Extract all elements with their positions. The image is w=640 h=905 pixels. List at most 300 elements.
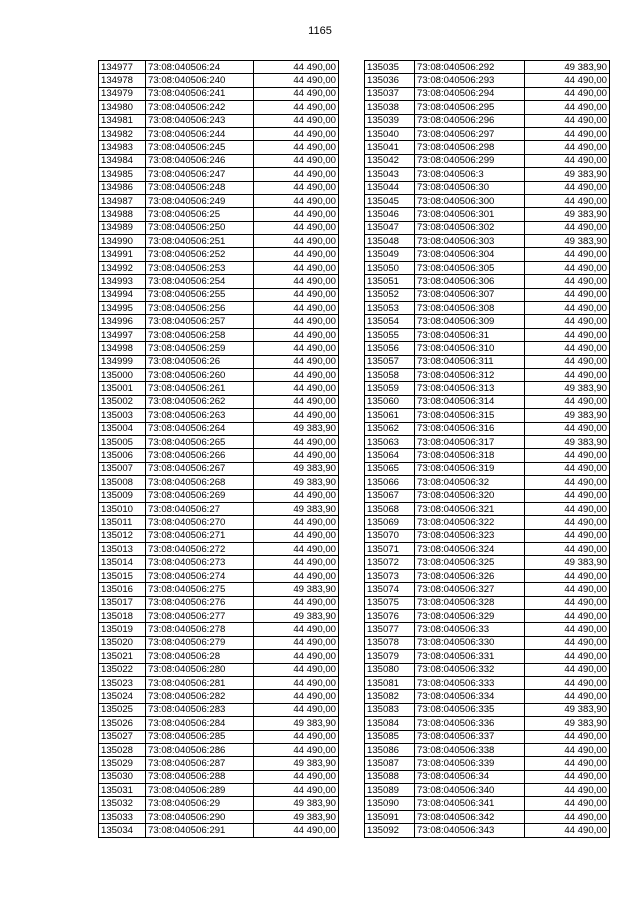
amount-cell: 44 490,00: [254, 770, 339, 783]
amount-cell: 44 490,00: [254, 623, 339, 636]
table-row: [365, 636, 610, 649]
amount-cell: 49 383,90: [525, 435, 610, 448]
amount-cell: 44 490,00: [254, 127, 339, 140]
amount-cell: 44 490,00: [254, 556, 339, 569]
table-row: [365, 61, 610, 74]
table-row: [99, 221, 339, 234]
cadastral-number-cell: 73:08:040506:324: [415, 543, 525, 556]
table-row: [365, 489, 610, 502]
table-row: [365, 556, 610, 569]
record-number-cell: 135035: [365, 61, 415, 74]
amount-cell: 49 383,90: [254, 462, 339, 475]
record-number-cell: 135053: [365, 302, 415, 315]
record-number-cell: 135032: [99, 797, 146, 810]
cadastral-number-cell: 73:08:040506:294: [415, 87, 525, 100]
table-row: [99, 435, 339, 448]
amount-cell: 44 490,00: [254, 221, 339, 234]
table-row: [99, 395, 339, 408]
record-number-cell: 135057: [365, 355, 415, 368]
table-row: [99, 556, 339, 569]
amount-cell: 44 490,00: [525, 757, 610, 770]
cadastral-number-cell: 73:08:040506:31: [415, 328, 525, 341]
amount-cell: 49 383,90: [525, 382, 610, 395]
table-row: [99, 583, 339, 596]
cadastral-number-cell: 73:08:040506:250: [146, 221, 254, 234]
amount-cell: 44 490,00: [525, 583, 610, 596]
amount-cell: 49 383,90: [525, 61, 610, 74]
table-row: [99, 636, 339, 649]
record-number-cell: 134989: [99, 221, 146, 234]
record-number-cell: 135054: [365, 315, 415, 328]
cadastral-number-cell: 73:08:040506:258: [146, 328, 254, 341]
amount-cell: 44 490,00: [254, 194, 339, 207]
table-row: [99, 489, 339, 502]
amount-cell: 44 490,00: [525, 610, 610, 623]
amount-cell: 44 490,00: [525, 141, 610, 154]
record-number-cell: 134993: [99, 275, 146, 288]
amount-cell: 49 383,90: [254, 797, 339, 810]
table-row: [365, 583, 610, 596]
record-number-cell: 135044: [365, 181, 415, 194]
record-number-cell: 134984: [99, 154, 146, 167]
amount-cell: 44 490,00: [525, 543, 610, 556]
cadastral-number-cell: 73:08:040506:288: [146, 770, 254, 783]
cadastral-number-cell: 73:08:040506:276: [146, 596, 254, 609]
record-number-cell: 134991: [99, 248, 146, 261]
record-number-cell: 135037: [365, 87, 415, 100]
table-row: [365, 610, 610, 623]
record-number-cell: 135017: [99, 596, 146, 609]
table-row: [99, 824, 339, 837]
amount-cell: 44 490,00: [254, 368, 339, 381]
cadastral-number-cell: 73:08:040506:301: [415, 208, 525, 221]
record-number-cell: 135091: [365, 810, 415, 823]
amount-cell: 44 490,00: [254, 168, 339, 181]
table-row: [365, 208, 610, 221]
record-number-cell: 135024: [99, 690, 146, 703]
record-number-cell: 135042: [365, 154, 415, 167]
amount-cell: 44 490,00: [525, 636, 610, 649]
table-row: [365, 810, 610, 823]
cadastral-number-cell: 73:08:040506:327: [415, 583, 525, 596]
table-row: [365, 221, 610, 234]
table-row: [365, 770, 610, 783]
amount-cell: 44 490,00: [525, 569, 610, 582]
amount-cell: 44 490,00: [254, 516, 339, 529]
amount-cell: 44 490,00: [254, 529, 339, 542]
amount-cell: 44 490,00: [254, 328, 339, 341]
record-number-cell: 135066: [365, 476, 415, 489]
table-row: [365, 181, 610, 194]
table-row: [365, 395, 610, 408]
cadastral-number-cell: 73:08:040506:339: [415, 757, 525, 770]
table-row: [365, 743, 610, 756]
amount-cell: 44 490,00: [525, 368, 610, 381]
cadastral-number-cell: 73:08:040506:245: [146, 141, 254, 154]
record-number-cell: 135047: [365, 221, 415, 234]
amount-cell: 44 490,00: [525, 302, 610, 315]
record-number-cell: 135081: [365, 676, 415, 689]
record-number-cell: 135078: [365, 636, 415, 649]
amount-cell: 44 490,00: [254, 154, 339, 167]
table-row: [99, 690, 339, 703]
table-row: [99, 302, 339, 315]
table-row: [365, 127, 610, 140]
record-number-cell: 135056: [365, 342, 415, 355]
table-row: [365, 596, 610, 609]
table-row: [365, 529, 610, 542]
cadastral-number-cell: 73:08:040506:315: [415, 409, 525, 422]
table-row: [365, 543, 610, 556]
cadastral-number-cell: 73:08:040506:325: [415, 556, 525, 569]
table-row: [99, 248, 339, 261]
table-row: [365, 650, 610, 663]
table-row: [99, 74, 339, 87]
cadastral-number-cell: 73:08:040506:329: [415, 610, 525, 623]
record-number-cell: 135004: [99, 422, 146, 435]
cadastral-number-cell: 73:08:040506:293: [415, 74, 525, 87]
record-number-cell: 135077: [365, 623, 415, 636]
cadastral-number-cell: 73:08:040506:28: [146, 650, 254, 663]
record-number-cell: 134997: [99, 328, 146, 341]
amount-cell: 44 490,00: [254, 235, 339, 248]
table-row: [365, 569, 610, 582]
cadastral-number-cell: 73:08:040506:29: [146, 797, 254, 810]
amount-cell: 44 490,00: [254, 114, 339, 127]
cadastral-number-cell: 73:08:040506:337: [415, 730, 525, 743]
table-row: [365, 288, 610, 301]
record-number-cell: 135001: [99, 382, 146, 395]
amount-cell: 44 490,00: [525, 516, 610, 529]
cadastral-number-cell: 73:08:040506:303: [415, 235, 525, 248]
amount-cell: 44 490,00: [525, 690, 610, 703]
amount-cell: 44 490,00: [525, 529, 610, 542]
table-row: [99, 315, 339, 328]
record-number-cell: 135023: [99, 676, 146, 689]
record-number-cell: 135068: [365, 502, 415, 515]
amount-cell: 44 490,00: [254, 315, 339, 328]
cadastral-number-cell: 73:08:040506:34: [415, 770, 525, 783]
cadastral-number-cell: 73:08:040506:257: [146, 315, 254, 328]
record-number-cell: 134980: [99, 101, 146, 114]
cadastral-number-cell: 73:08:040506:307: [415, 288, 525, 301]
cadastral-number-cell: 73:08:040506:341: [415, 797, 525, 810]
table-row: [99, 743, 339, 756]
amount-cell: 49 383,90: [525, 208, 610, 221]
table-row: [99, 543, 339, 556]
record-number-cell: 134979: [99, 87, 146, 100]
cadastral-number-cell: 73:08:040506:334: [415, 690, 525, 703]
table-row: [99, 757, 339, 770]
amount-cell: 49 383,90: [254, 583, 339, 596]
record-number-cell: 134999: [99, 355, 146, 368]
record-number-cell: 135013: [99, 543, 146, 556]
table-row: [99, 730, 339, 743]
record-number-cell: 135061: [365, 409, 415, 422]
cadastral-number-cell: 73:08:040506:330: [415, 636, 525, 649]
cadastral-number-cell: 73:08:040506:251: [146, 235, 254, 248]
table-row: [365, 757, 610, 770]
record-number-cell: 135009: [99, 489, 146, 502]
record-number-cell: 135065: [365, 462, 415, 475]
record-number-cell: 135092: [365, 824, 415, 837]
table-row: [365, 717, 610, 730]
table-row: [365, 516, 610, 529]
amount-cell: 44 490,00: [254, 409, 339, 422]
amount-cell: 44 490,00: [254, 275, 339, 288]
record-number-cell: 134988: [99, 208, 146, 221]
table-row: [99, 663, 339, 676]
amount-cell: 44 490,00: [525, 596, 610, 609]
amount-cell: 44 490,00: [525, 449, 610, 462]
record-number-cell: 135034: [99, 824, 146, 837]
amount-cell: 44 490,00: [525, 489, 610, 502]
cadastral-number-cell: 73:08:040506:304: [415, 248, 525, 261]
record-number-cell: 135015: [99, 569, 146, 582]
amount-cell: 44 490,00: [254, 435, 339, 448]
amount-cell: 44 490,00: [254, 355, 339, 368]
amount-cell: 44 490,00: [525, 261, 610, 274]
table-row: [365, 784, 610, 797]
table-row: [365, 114, 610, 127]
cadastral-number-cell: 73:08:040506:300: [415, 194, 525, 207]
cadastral-number-cell: 73:08:040506:247: [146, 168, 254, 181]
table-row: [99, 703, 339, 716]
amount-cell: 44 490,00: [525, 502, 610, 515]
amount-cell: 44 490,00: [254, 248, 339, 261]
table-row: [365, 342, 610, 355]
table-row: [365, 141, 610, 154]
table-row: [365, 168, 610, 181]
cadastral-number-cell: 73:08:040506:279: [146, 636, 254, 649]
amount-cell: 44 490,00: [525, 663, 610, 676]
record-number-cell: 135012: [99, 529, 146, 542]
amount-cell: 49 383,90: [254, 476, 339, 489]
record-number-cell: 135028: [99, 743, 146, 756]
record-number-cell: 135062: [365, 422, 415, 435]
amount-cell: 44 490,00: [525, 275, 610, 288]
cadastral-number-cell: 73:08:040506:342: [415, 810, 525, 823]
record-number-cell: 135085: [365, 730, 415, 743]
cadastral-number-cell: 73:08:040506:26: [146, 355, 254, 368]
amount-cell: 44 490,00: [254, 730, 339, 743]
record-number-cell: 135072: [365, 556, 415, 569]
record-number-cell: 135029: [99, 757, 146, 770]
amount-cell: 49 383,90: [525, 556, 610, 569]
record-number-cell: 135089: [365, 784, 415, 797]
table-row: [99, 409, 339, 422]
record-number-cell: 134977: [99, 61, 146, 74]
record-number-cell: 135088: [365, 770, 415, 783]
table-row: [365, 275, 610, 288]
cadastral-number-cell: 73:08:040506:331: [415, 650, 525, 663]
record-number-cell: 135074: [365, 583, 415, 596]
cadastral-number-cell: 73:08:040506:267: [146, 462, 254, 475]
cadastral-number-cell: 73:08:040506:298: [415, 141, 525, 154]
amount-cell: 44 490,00: [525, 730, 610, 743]
cadastral-number-cell: 73:08:040506:319: [415, 462, 525, 475]
table-row: [99, 623, 339, 636]
table-row: [365, 355, 610, 368]
table-row: [365, 449, 610, 462]
cadastral-number-cell: 73:08:040506:289: [146, 784, 254, 797]
amount-cell: 44 490,00: [525, 315, 610, 328]
record-number-cell: 135090: [365, 797, 415, 810]
record-number-cell: 135055: [365, 328, 415, 341]
record-number-cell: 135080: [365, 663, 415, 676]
amount-cell: 44 490,00: [525, 154, 610, 167]
table-row: [365, 409, 610, 422]
table-row: [99, 154, 339, 167]
cadastral-number-cell: 73:08:040506:270: [146, 516, 254, 529]
amount-cell: 44 490,00: [254, 74, 339, 87]
table-row: [365, 422, 610, 435]
cadastral-number-cell: 73:08:040506:292: [415, 61, 525, 74]
record-number-cell: 135008: [99, 476, 146, 489]
cadastral-number-cell: 73:08:040506:299: [415, 154, 525, 167]
table-row: [365, 328, 610, 341]
page-number: 1165: [308, 25, 332, 37]
cadastral-number-cell: 73:08:040506:24: [146, 61, 254, 74]
amount-cell: 44 490,00: [525, 784, 610, 797]
cadastral-number-cell: 73:08:040506:322: [415, 516, 525, 529]
cadastral-number-cell: 73:08:040506:310: [415, 342, 525, 355]
table-row: [99, 342, 339, 355]
cadastral-number-cell: 73:08:040506:290: [146, 810, 254, 823]
amount-cell: 44 490,00: [525, 743, 610, 756]
amount-cell: 44 490,00: [525, 676, 610, 689]
cadastral-number-cell: 73:08:040506:261: [146, 382, 254, 395]
record-number-cell: 135039: [365, 114, 415, 127]
amount-cell: 44 490,00: [525, 824, 610, 837]
table-row: [99, 328, 339, 341]
cadastral-number-cell: 73:08:040506:254: [146, 275, 254, 288]
record-number-cell: 135027: [99, 730, 146, 743]
cadastral-number-cell: 73:08:040506:30: [415, 181, 525, 194]
table-row: [365, 703, 610, 716]
table-row: [99, 717, 339, 730]
table-row: [99, 422, 339, 435]
amount-cell: 44 490,00: [254, 663, 339, 676]
table-row: [365, 302, 610, 315]
table-row: [99, 275, 339, 288]
amount-cell: 44 490,00: [254, 449, 339, 462]
record-number-cell: 135086: [365, 743, 415, 756]
record-number-cell: 134987: [99, 194, 146, 207]
cadastral-number-cell: 73:08:040506:312: [415, 368, 525, 381]
amount-cell: 44 490,00: [254, 382, 339, 395]
table-row: [99, 810, 339, 823]
table-row: [99, 141, 339, 154]
amount-cell: 49 383,90: [525, 235, 610, 248]
amount-cell: 44 490,00: [254, 543, 339, 556]
table-row: [99, 368, 339, 381]
amount-cell: 44 490,00: [525, 810, 610, 823]
amount-cell: 49 383,90: [525, 703, 610, 716]
cadastral-number-cell: 73:08:040506:333: [415, 676, 525, 689]
cadastral-number-cell: 73:08:040506:291: [146, 824, 254, 837]
amount-cell: 44 490,00: [254, 395, 339, 408]
cadastral-number-cell: 73:08:040506:255: [146, 288, 254, 301]
cadastral-number-cell: 73:08:040506:313: [415, 382, 525, 395]
record-number-cell: 135050: [365, 261, 415, 274]
record-number-cell: 135075: [365, 596, 415, 609]
cadastral-number-cell: 73:08:040506:33: [415, 623, 525, 636]
cadastral-number-cell: 73:08:040506:240: [146, 74, 254, 87]
record-number-cell: 134983: [99, 141, 146, 154]
table-row: [99, 476, 339, 489]
cadastral-number-cell: 73:08:040506:246: [146, 154, 254, 167]
cadastral-number-cell: 73:08:040506:32: [415, 476, 525, 489]
cadastral-number-cell: 73:08:040506:253: [146, 261, 254, 274]
cadastral-number-cell: 73:08:040506:273: [146, 556, 254, 569]
record-number-cell: 135049: [365, 248, 415, 261]
table-row: [99, 382, 339, 395]
record-number-cell: 135031: [99, 784, 146, 797]
cadastral-number-cell: 73:08:040506:268: [146, 476, 254, 489]
amount-cell: 44 490,00: [525, 194, 610, 207]
table-row: [365, 502, 610, 515]
record-number-cell: 134996: [99, 315, 146, 328]
cadastral-number-cell: 73:08:040506:259: [146, 342, 254, 355]
table-row: [365, 235, 610, 248]
record-number-cell: 135059: [365, 382, 415, 395]
record-number-cell: 135058: [365, 368, 415, 381]
amount-cell: 49 383,90: [254, 422, 339, 435]
cadastral-number-cell: 73:08:040506:317: [415, 435, 525, 448]
amount-cell: 49 383,90: [254, 757, 339, 770]
table-row: [99, 516, 339, 529]
cadastral-number-cell: 73:08:040506:256: [146, 302, 254, 315]
amount-cell: 49 383,90: [525, 168, 610, 181]
cadastral-number-cell: 73:08:040506:264: [146, 422, 254, 435]
cadastral-number-cell: 73:08:040506:323: [415, 529, 525, 542]
amount-cell: 44 490,00: [254, 676, 339, 689]
cadastral-number-cell: 73:08:040506:281: [146, 676, 254, 689]
cadastral-number-cell: 73:08:040506:280: [146, 663, 254, 676]
amount-cell: 44 490,00: [525, 127, 610, 140]
cadastral-number-cell: 73:08:040506:284: [146, 717, 254, 730]
record-number-cell: 135038: [365, 101, 415, 114]
table-row: [99, 194, 339, 207]
record-number-cell: 135022: [99, 663, 146, 676]
record-number-cell: 135043: [365, 168, 415, 181]
record-number-cell: 135021: [99, 650, 146, 663]
amount-cell: 44 490,00: [254, 636, 339, 649]
cadastral-number-cell: 73:08:040506:286: [146, 743, 254, 756]
cadastral-number-cell: 73:08:040506:265: [146, 435, 254, 448]
table-row: [365, 315, 610, 328]
table-row: [365, 261, 610, 274]
table-row: [365, 87, 610, 100]
amount-cell: 44 490,00: [525, 770, 610, 783]
amount-cell: 44 490,00: [254, 302, 339, 315]
record-number-cell: 134986: [99, 181, 146, 194]
amount-cell: 44 490,00: [525, 87, 610, 100]
cadastral-number-cell: 73:08:040506:272: [146, 543, 254, 556]
record-number-cell: 135079: [365, 650, 415, 663]
amount-cell: 44 490,00: [254, 181, 339, 194]
amount-cell: 44 490,00: [525, 328, 610, 341]
cadastral-number-cell: 73:08:040506:252: [146, 248, 254, 261]
table-row: [99, 208, 339, 221]
record-number-cell: 134978: [99, 74, 146, 87]
table-row: [365, 476, 610, 489]
table-row: [99, 770, 339, 783]
amount-cell: 44 490,00: [254, 690, 339, 703]
amount-cell: 44 490,00: [254, 596, 339, 609]
table-row: [99, 569, 339, 582]
